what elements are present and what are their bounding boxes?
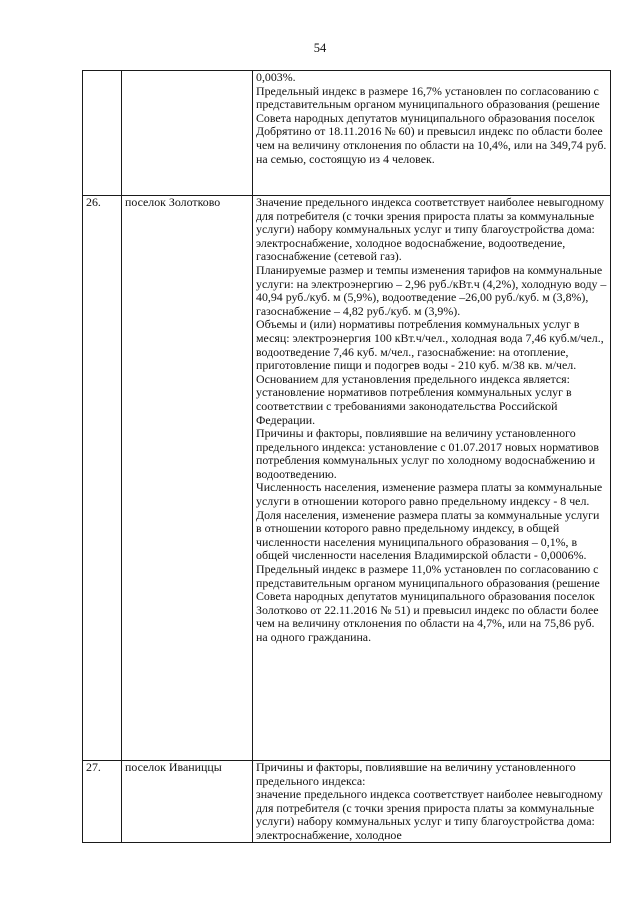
row-number-cell: 26. bbox=[83, 196, 122, 761]
paragraph: Объемы и (или) нормативы потребления коммунальных услуг в месяц: электроэнергия 100 кВт.ч/чел., холодная вода 7,46 куб.м/чел., водоотведение 7,46 куб. м/чел., газоснабжение: на отопление, приготовление пищи и подогрев воды - 210 куб. м/38 кв. м/чел. bbox=[256, 317, 604, 373]
paragraph: Значение предельного индекса соответствует наиболее невыгодному для потребителя (с точки зрения прироста платы за коммунальные услуги) набору коммунальных услуг и типу благоустройства дома: электроснабжение, холодное водоснабжение, водоотведение, газоснабжение (сетевой газ). bbox=[256, 195, 605, 264]
paragraph: Основанием для установления предельного индекса является: установление нормативов потребления коммунальных услуг в соответствии с требованиями законодательства Российской Федерации. bbox=[256, 371, 572, 427]
table-row-26 bbox=[83, 196, 611, 761]
paragraph: Предельный индекс в размере 16,7% установлен по согласованию с представительным органом муниципального образования (решение Совета народных депутатов муниципального образования поселок Добрятино от 18.11.2016 № 60) и превысил индекс по области более чем на величину отклонения по области на 10,4%, или на 349,74 руб. на семью, состоящую из 4 человек. bbox=[256, 83, 607, 166]
municipality-name-cell: поселок Иваниццы bbox=[122, 761, 253, 843]
row-number-cell bbox=[83, 71, 122, 196]
paragraph: значение предельного индекса соответствует наиболее невыгодному для потребителя (с точки зрения прироста платы за коммунальные услуги) набору коммунальных услуг и типу благоустройства дома: электроснабжение, холодное bbox=[256, 787, 603, 841]
paragraph: Численность населения, изменение размера платы за коммунальные услуги в отношении которого равно предельному индексу - 8 чел. bbox=[256, 480, 603, 509]
municipality-name-cell bbox=[122, 71, 253, 196]
paragraph: Предельный индекс в размере 11,0% установлен по согласованию с представительным органом муниципального образования (решение Совета народных депутатов муниципального образования поселок Золотково от 22.11.2016 № 51) и превысил индекс по области более чем на величину отклонения по области на 4,7%, или на 75,86 руб. на одного гражданина. bbox=[256, 562, 600, 644]
municipality-name-cell: поселок Золотково bbox=[122, 196, 253, 761]
paragraph: Причины и факторы, повлиявшие на величину установленного предельного индекса: установление с 01.07.2017 новых нормативов потребления коммунальных услуг по холодному водоснабжению и водоотведению. bbox=[256, 426, 599, 481]
tariff-index-table bbox=[82, 70, 611, 843]
paragraph: Причины и факторы, повлиявшие на величину установленного предельного индекса: bbox=[256, 761, 576, 788]
description-cell bbox=[253, 761, 611, 843]
table-row-27 bbox=[83, 761, 611, 843]
paragraph: Планируемые размер и темпы изменения тарифов на коммунальные услуги: на электроэнергию – 2,96 руб./кВт.ч (4,2%), холодную воду – 40,94 руб./куб. м (5,9%), водоотведение –26,00 руб./куб. м (3,8%), газоснабжение – 4,82 руб./куб. м (3,9%). bbox=[256, 262, 607, 318]
table-row-continuation bbox=[83, 71, 611, 196]
description-cell bbox=[253, 71, 611, 196]
page-number: 54 bbox=[313, 41, 327, 55]
row-number-cell: 27. bbox=[83, 761, 122, 843]
paragraph: Доля населения, изменение размера платы за коммунальные услуги в отношении которого равно предельному индексу, в общей численности населения муниципального образования – 0,1%, в общей численности населения Владимирской области - 0,0006%. bbox=[256, 507, 600, 563]
description-cell bbox=[253, 196, 611, 761]
paragraph: 0,003%. bbox=[256, 70, 296, 84]
